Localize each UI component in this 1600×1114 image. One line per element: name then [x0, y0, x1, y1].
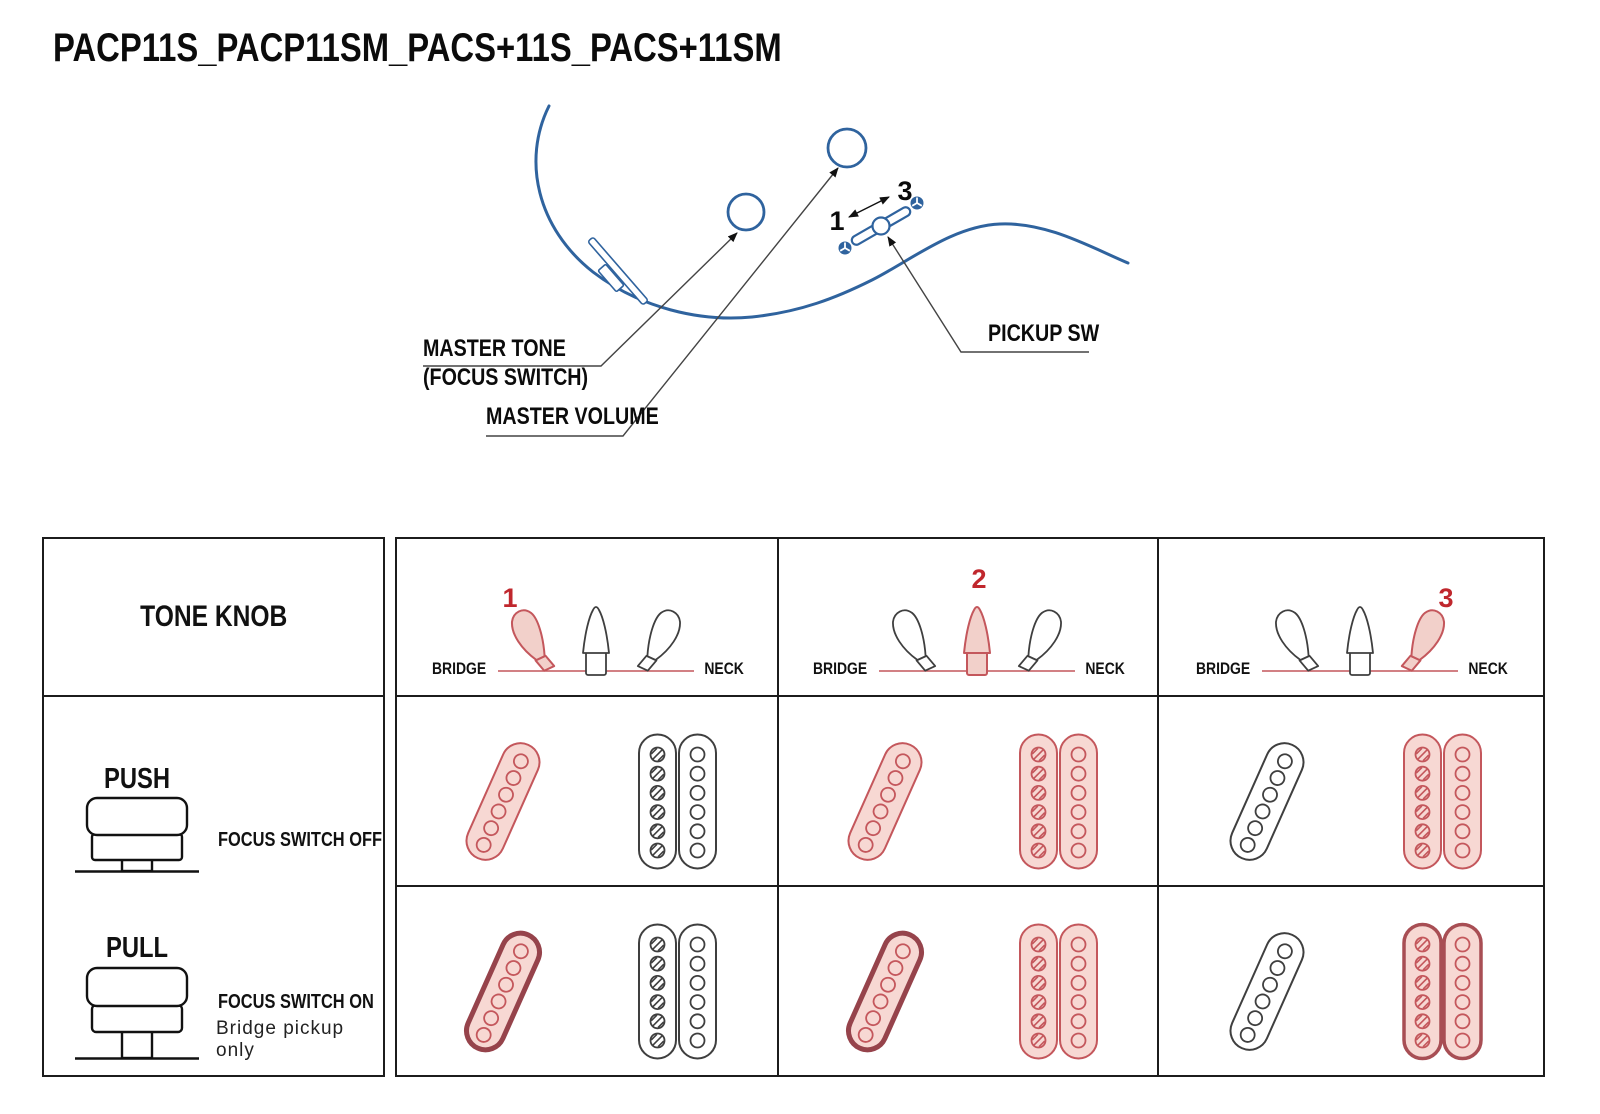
- switch-position-number: 2: [971, 564, 987, 594]
- master-volume-leader-line: [486, 168, 838, 436]
- humbucker-pickup: [1016, 731, 1102, 878]
- single-coil-pickup: [862, 926, 908, 1063]
- pickup-state-cell: [777, 695, 1157, 885]
- humbucker-pickup: [635, 731, 721, 878]
- master-tone-label: MASTER TONE: [423, 335, 566, 362]
- pull-knob-icon: [72, 965, 202, 1064]
- single-coil-pickup: [1244, 736, 1290, 873]
- push-result-label: FOCUS SWITCH OFF: [218, 829, 382, 851]
- push-knob-icon: [72, 795, 202, 877]
- master-volume-label: MASTER VOLUME: [486, 403, 659, 430]
- single-coil-pickup: [480, 736, 526, 873]
- switch-diagram-position-3: [1260, 571, 1460, 691]
- switch-lever-neck: [635, 606, 686, 675]
- tone-knob-title: TONE KNOB: [139, 600, 288, 633]
- switch-position-3-header: [1157, 539, 1543, 695]
- push-label: PUSH: [103, 763, 171, 795]
- pickup-state-cell: [1157, 885, 1543, 1075]
- switch-lever-neck: [1016, 606, 1067, 675]
- tone-knob-panel: [42, 537, 385, 1077]
- humbucker-pickup: [1016, 921, 1102, 1068]
- pickup-sw-label: PICKUP SW: [988, 320, 1100, 347]
- switch-diagram-position-1: [496, 571, 696, 691]
- pickup-state-cell: [1157, 695, 1543, 885]
- pull-result-label: FOCUS SWITCH ON: [218, 991, 374, 1013]
- switch-diagram-position-2: [877, 564, 1077, 691]
- bridge-label: BRIDGE: [1195, 659, 1251, 678]
- jack-plate: [588, 237, 648, 305]
- humbucker-pickup: [635, 921, 721, 1068]
- pickup-state-cell: [397, 885, 777, 1075]
- master-tone-knob: [728, 194, 764, 230]
- single-coil-pickup: [862, 736, 908, 873]
- bridge-label: BRIDGE: [812, 659, 868, 678]
- switch-position-number: 1: [502, 583, 518, 613]
- master-volume-knob: [828, 129, 866, 167]
- switch-lever-bridge: [887, 606, 938, 675]
- switch-position-max: 3: [897, 176, 913, 206]
- neck-label: NECK: [1468, 659, 1508, 678]
- humbucker-pickup: [1400, 731, 1486, 878]
- switch-screw-icon: [839, 242, 852, 255]
- tone-knob-header: [44, 539, 383, 697]
- neck-label: NECK: [704, 659, 744, 678]
- guitar-body-diagram: [0, 0, 1600, 470]
- switch-position-number: 3: [1438, 583, 1454, 613]
- pickup-switch-table: [395, 537, 1545, 1077]
- switch-lever-neck: [1399, 606, 1450, 675]
- switch-lever-middle: [583, 607, 609, 675]
- switch-lever-bridge: [506, 606, 557, 675]
- switch-lever-middle: [1347, 607, 1373, 675]
- switch-position-min: 1: [829, 206, 845, 236]
- pull-note-label: Bridge pickup only: [216, 1018, 345, 1061]
- single-coil-pickup: [1244, 926, 1290, 1063]
- switch-lever-bridge: [1270, 606, 1321, 675]
- switch-position-2-header: [777, 539, 1157, 695]
- pickup-state-cell: [777, 885, 1157, 1075]
- bridge-label: BRIDGE: [431, 659, 487, 678]
- switch-lever-middle: [964, 607, 990, 675]
- neck-label: NECK: [1085, 659, 1125, 678]
- pull-label: PULL: [105, 932, 169, 964]
- humbucker-pickup: [1400, 921, 1486, 1068]
- switch-position-1-header: [397, 539, 777, 695]
- focus-switch-label: (FOCUS SWITCH): [423, 364, 589, 391]
- switch-range-arrow: [849, 197, 889, 217]
- page-title: PACP11S_PACP11SM_PACS+11S_PACS+11SM: [53, 26, 782, 70]
- pickup-state-cell: [397, 695, 777, 885]
- single-coil-pickup: [480, 926, 526, 1063]
